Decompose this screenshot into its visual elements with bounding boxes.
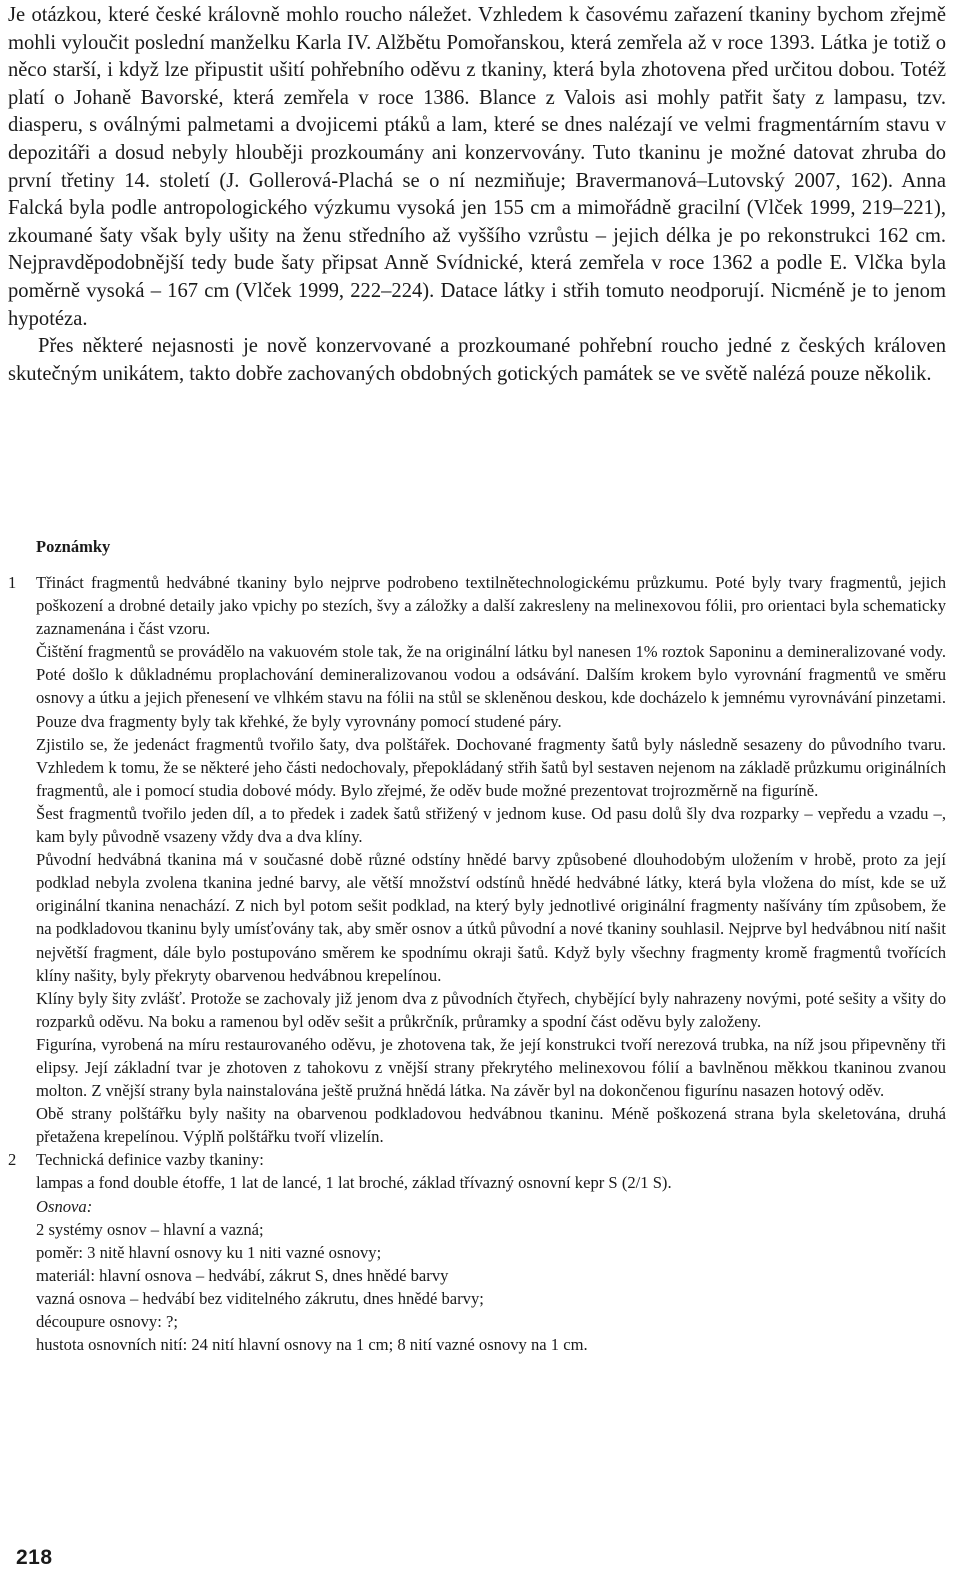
note-1 [8, 571, 946, 1148]
note-title: Technická definice vazby tkaniny: [36, 1150, 264, 1170]
note-paragraph: Třináct fragmentů hedvábné tkaniny bylo nejprve podrobeno textilnětechnologickému průzkumu. Poté byly tvary fragmentů, jejich poškození a drobné detaily jako vpichy po stezích, švy a záložky a další zakresleny na melinexovou fólii, pro orientaci byla schematicky zaznamenána i část vzoru. [36, 573, 946, 639]
note-subheading: Osnova: [36, 1196, 93, 1216]
note-line: découpure osnovy: ?; [36, 1312, 178, 1331]
note-paragraph: Čištění fragmentů se provádělo na vakuovém stole tak, že na originální látku byl nanesen 1% roztok Saponinu a demineralizované vody. Poté došlo k důkladnému proplachování demineralizovanou vodou a odsávání. Dalším krokem bylo vyrovnání fragmentů ve směru osnovy a útku a jejich přenesení ve vlhkém stavu na fólii na stůl se skleněnou deskou, kde docházelo k jemnému vyrovnávání pinzetami. Pouze dva fragmenty byly tak křehké, že byly vyrovnány pomocí studené páry. [36, 642, 946, 731]
note-line: materiál: hlavní osnova – hedvábí, zákrut S, dnes hnědé barvy [36, 1265, 449, 1285]
note-paragraph: Zjistilo se, že jedenáct fragmentů tvořilo šaty, dva polštářek. Dochované fragmenty šatů byly následně sesazeny do původního tvaru. Vzhledem k tomu, že se některé jeho části nedochovaly, přepokládaný střih šatů byl sestaven nejenom na základě průzkumu originálních fragmentů, ale i pomocí studia dobové módy. Bylo zřejmé, že oděv bude možné prezentovat trojrozměrně na figuríně. [36, 734, 946, 800]
note-2 [8, 1148, 946, 1356]
note-line: poměr: 3 nitě hlavní osnovy ku 1 niti vazné osnovy; [36, 1242, 382, 1262]
notes-heading: Poznámky [36, 537, 111, 556]
note-paragraph: Figurína, vyrobená na míru restaurovaného oděvu, je zhotovena tak, že její konstrukci tvoří nerezová trubka, na níž jsou připevněny tři elipsy. Její základní tvar je zhotoven z tahokovu z vnější strany překrytého melinexovou fólií a bavlněnou měkkou tkaninou zvanou molton. Z vnější strany byla nainstalována ještě pružná hnědá látka. Na závěr byl na dokončenou figurínu nasazen hotový oděv. [36, 1034, 946, 1101]
main-text [8, 2, 946, 388]
note-paragraph: Klíny byly šity zvlášť. Protože se zachovaly již jenom dva z původních čtyřech, chybějící byly nahrazeny novými, poté sešity a všity do rozparků oděvu. Na boku a ramenou byl oděv sešit a průkrčník, průramky a spodní část oděvu byly založeny. [36, 988, 946, 1031]
note-number: 1 [8, 573, 17, 592]
page-number: 218 [16, 1546, 53, 1569]
note-paragraph: Původní hedvábná tkanina má v současné době různé odstíny hnědé barvy způsobené dlouhodobým uložením v hrobě, proto za její podklad nebyla zvolena tkanina jedné barvy, ale větší množství odstínů hnědé hedvábné látky, která byla vložena do míst, kde se už originální tkanina nenachází. Z nich byl potom sešit podklad, na který byly jednotlivé originální fragmenty našívány tím způsobem, že na podkladovou tkaninu byly umísťovány tak, aby směr osnov a útků původní a nové tkaniny souhlasil. Nejprve byl hedvábnou nití našit největší fragment, dále bylo postupováno směrem ke spodnímu okraji šatů. Když byly všechny fragmenty kromě fragmentů tvořících klíny našity, byly překryty obarvenou hedvábnou krepelínou. [36, 850, 946, 985]
note-line: lampas a fond double étoffe, 1 lat de lancé, 1 lat broché, základ třívazný osnovní kepr S (2/1 S). [36, 1173, 672, 1193]
note-line: vazná osnova – hedvábí bez viditelného zákrutu, dnes hnědé barvy; [36, 1288, 484, 1308]
note-line: hustota osnovních nití: 24 nití hlavní osnovy na 1 cm; 8 nití vazné osnovy na 1 cm. [36, 1335, 588, 1355]
note-paragraph: Šest fragmentů tvořilo jeden díl, a to předek i zadek šatů střižený v jednom kuse. Od pasu dolů šly dva rozparky – vepředu a vzadu –, kam byly původně vsazeny vždy dva a dva klíny. [36, 803, 946, 847]
body-paragraph-1: Je otázkou, které české královně mohlo roucho náležet. Vzhledem k časovému zařazení tkaniny bychom zřejmě mohli vyloučit poslední manželku Karla IV. Alžbětu Pomořanskou, která zemřela až v roce 1393. Látka je totiž o něco starší, i když lze připustit ušití pohřebního oděvu z tkaniny, která byla zhotovena před určitou dobou. Totéž platí o Johaně Bavorské, která zemřela v roce 1386. Blance z Valois asi mohly patřit šaty z lampasu, tzv. diasperu, s oválnými palmetami a dvojicemi ptáků a lam, které se dnes nalézají ve velmi fragmentárním stavu v depozitáři a dosud nebyly hlouběji prozkoumány ani konzervovány. Tuto tkaninu je možné datovat zhruba do první třetiny 14. století (J. Gollerová-Plachá se o ní nezmiňuje; Bravermanová–Lutovský 2007, 162). Anna Falcká byla podle antropologického výzkumu vysoká jen 155 cm a mimořádně gracilní (Vlček 1999, 219–221), zkoumané šaty však byly ušity na ženu středního až vyššího vzrůstu – jejich délka je po rekonstrukci 162 cm. Nejpravděpodobnější tedy bude šaty připsat Anně Svídnické, která zemřela v roce 1362 a podle E. Vlčka byla poměrně vysoká – 167 cm (Vlček 1999, 222–224). Datace látky i střih tomuto neodporují. Nicméně je to jenom hypotéza. [8, 4, 946, 330]
note-line: 2 systémy osnov – hlavní a vazná; [36, 1219, 264, 1239]
note-number: 2 [8, 1150, 17, 1170]
body-paragraph-2: Přes některé nejasnosti je nově konzervované a prozkoumané pohřební roucho jedné z českých královen skutečným unikátem, takto dobře zachovaných obdobných gotických památek se ve světě nalézá pouze několik. [8, 335, 946, 385]
notes-section [8, 571, 946, 1356]
note-paragraph: Obě strany polštářku byly našity na obarvenou podkladovou hedvábnou tkaninu. Méně poškozená strana byla skeletována, druhá přetažena krepelínou. Výplň polštářku tvoří vlizelín. [36, 1104, 946, 1147]
